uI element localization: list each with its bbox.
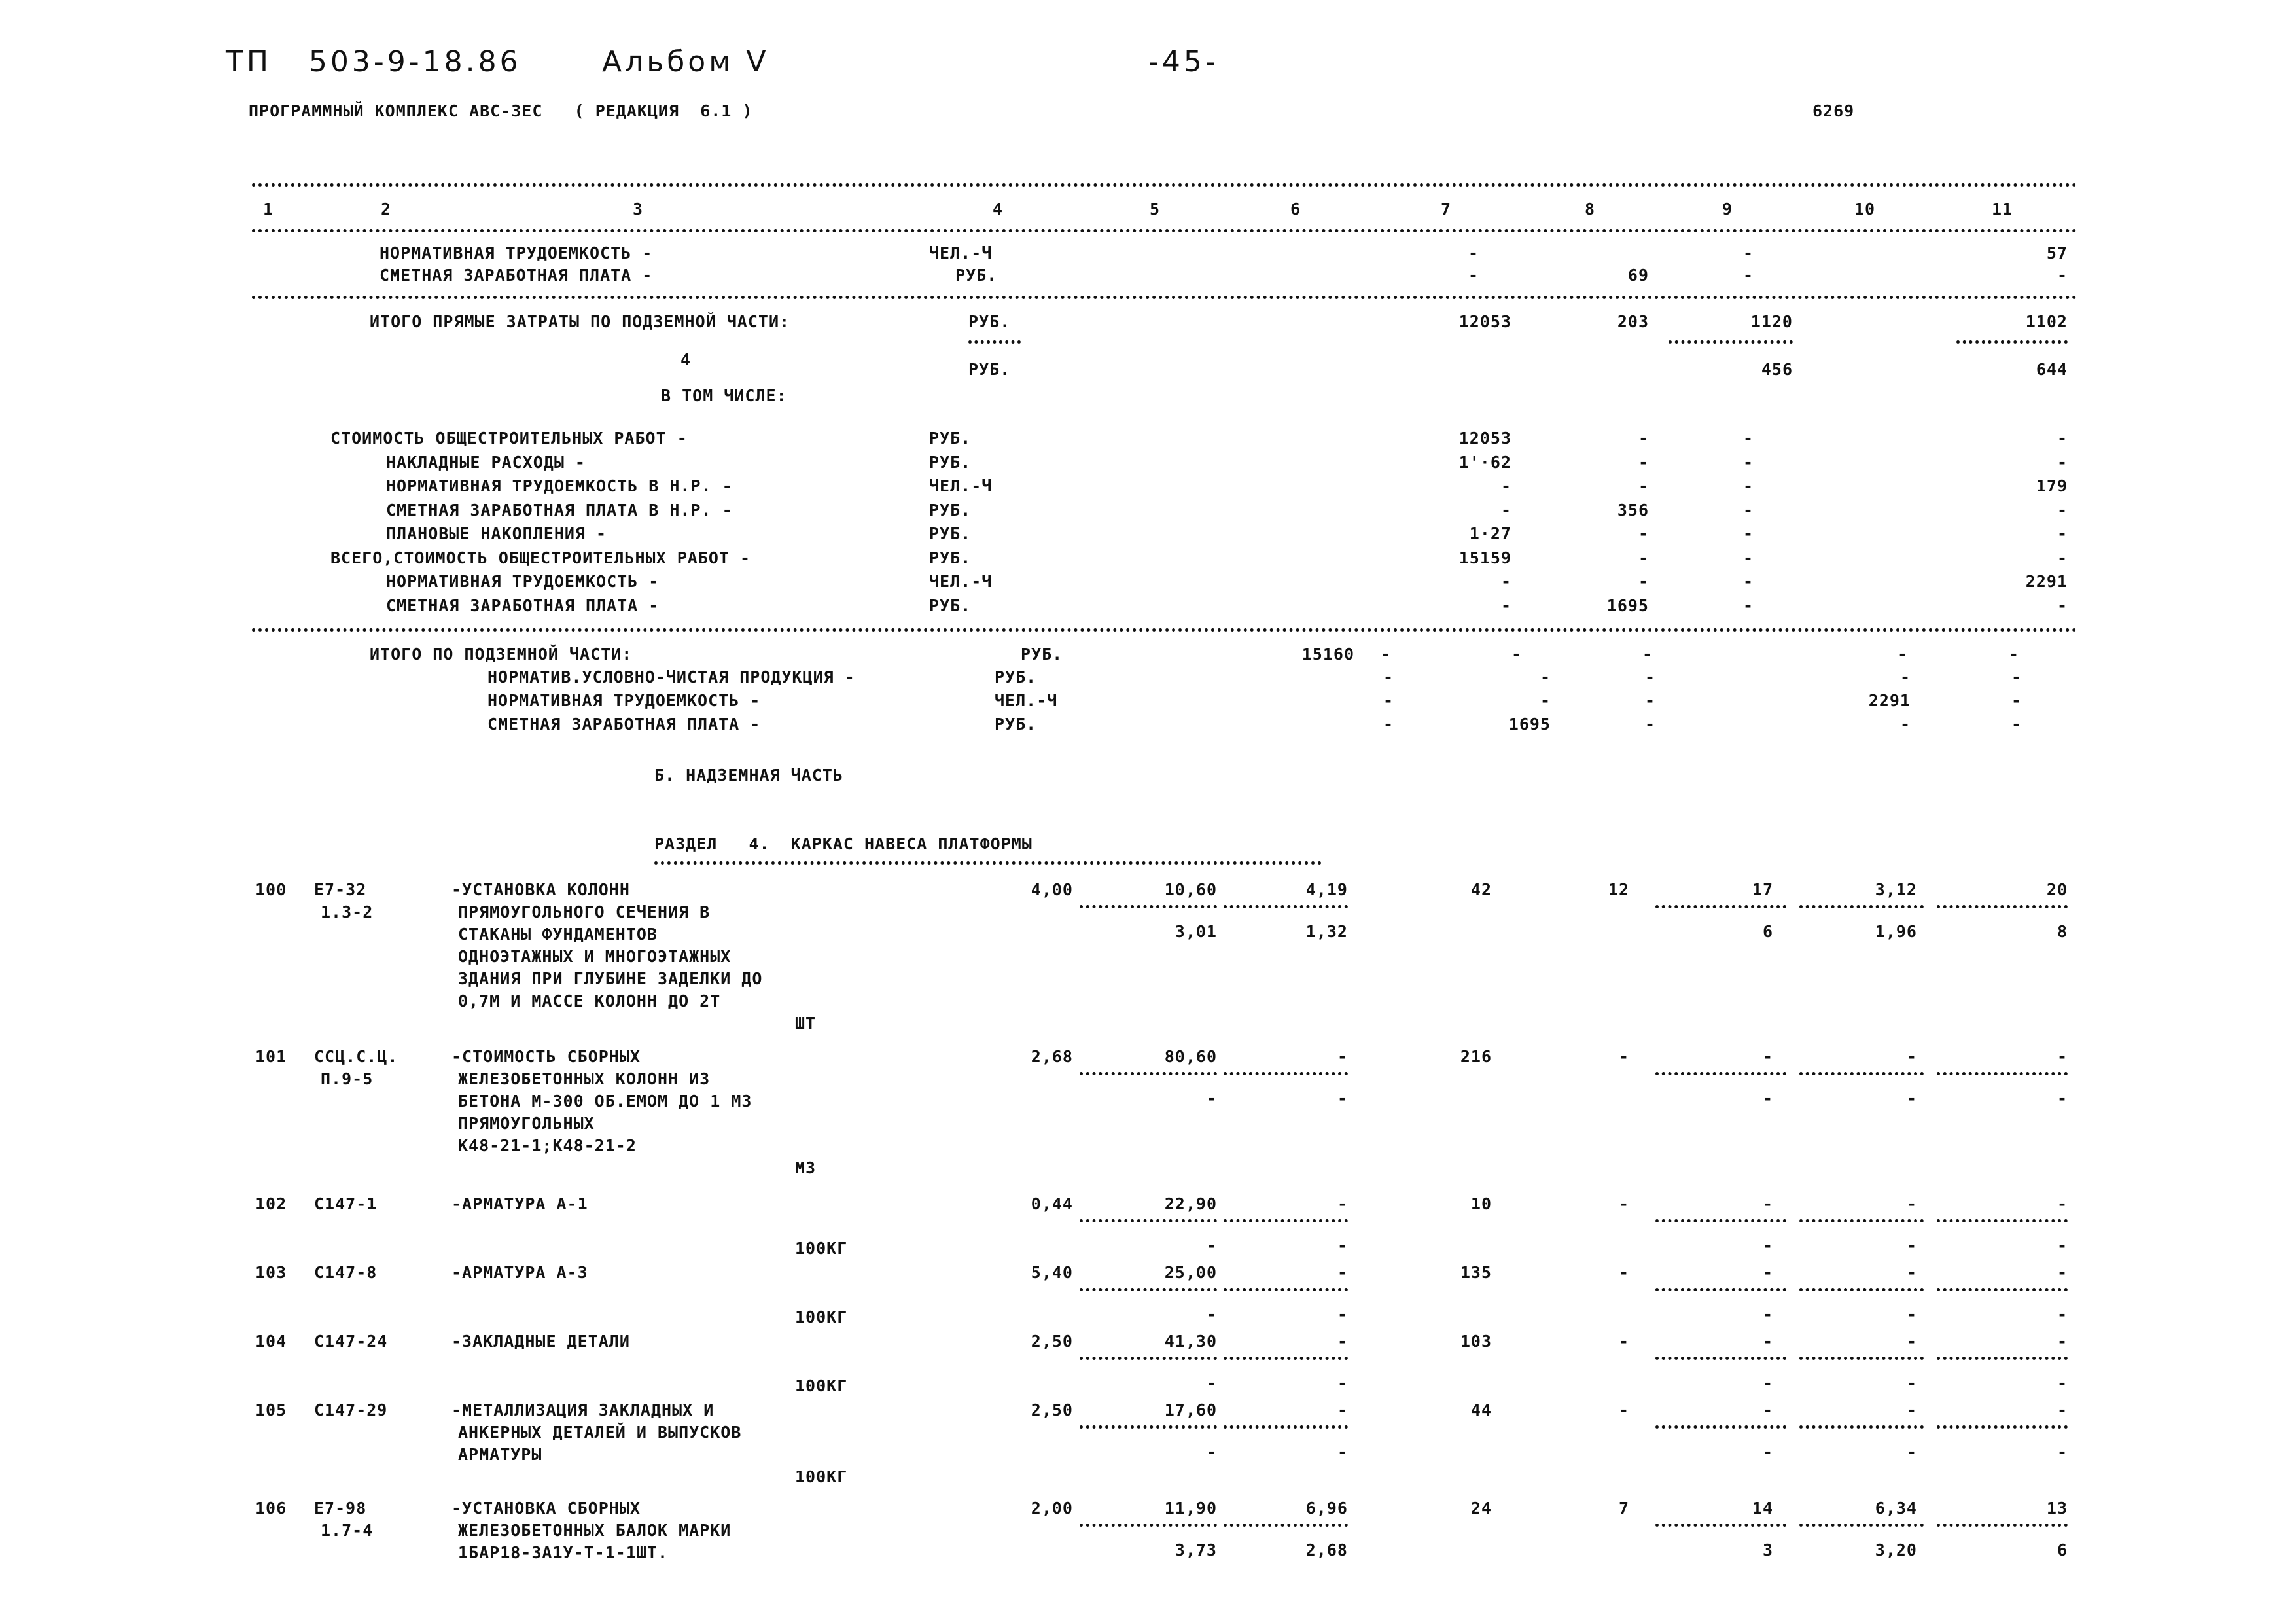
row-unit: РУБ. xyxy=(929,500,972,520)
cell-col10-second: - xyxy=(1906,1236,1917,1255)
cell-col10: - xyxy=(1906,1263,1917,1282)
item-number: 102 xyxy=(255,1194,287,1213)
dash-rule xyxy=(1956,340,2068,344)
cell-col9: - xyxy=(1742,524,1754,543)
cell-c: - xyxy=(1644,715,1655,734)
cell-col11: - xyxy=(2057,1194,2068,1213)
cell-qty: 2,00 xyxy=(1031,1499,1073,1518)
cell-col10: 3,12 xyxy=(1875,880,1917,899)
dash-rule xyxy=(1224,1357,1348,1360)
cell-col5: 11,90 xyxy=(1164,1499,1217,1518)
cell-col7: 1·27 xyxy=(1469,524,1511,543)
cell-dash: - xyxy=(2009,645,2020,664)
cell-col7: 1'·62 xyxy=(1458,452,1511,472)
cell-col6: - xyxy=(1337,1047,1348,1066)
row-label: СТОИМОСТЬ ОБЩЕСТРОИТЕЛЬНЫХ РАБОТ - xyxy=(330,429,688,448)
cell-col6: - xyxy=(1337,1332,1348,1351)
column-header: 1 xyxy=(262,200,274,219)
item-description-line: К48-21-1;К48-21-2 xyxy=(458,1136,637,1155)
row-unit: РУБ. xyxy=(968,360,1011,379)
cell-col6-second: - xyxy=(1337,1374,1348,1393)
cell-col9-second: - xyxy=(1762,1089,1773,1108)
cell-col11: - xyxy=(2057,1263,2068,1282)
row-unit: РУБ. xyxy=(968,312,1011,331)
dash-rule xyxy=(1799,1357,1924,1360)
cell-col10: 6,34 xyxy=(1875,1499,1917,1518)
item-description-line: ЖЕЛЕЗОБЕТОННЫХ БАЛОК МАРКИ xyxy=(458,1521,732,1540)
cell-col11: 57 xyxy=(2046,243,2068,262)
item-code: Е7-32 xyxy=(314,880,367,899)
cell-e: - xyxy=(2011,691,2022,710)
cell-col9: 456 xyxy=(1761,360,1793,379)
cell-col5: 22,90 xyxy=(1164,1194,1217,1213)
item-code-secondary: П.9-5 xyxy=(321,1069,374,1088)
cell-col8: - xyxy=(1618,1194,1629,1213)
item-description-line: -УСТАНОВКА СБОРНЫХ xyxy=(451,1499,641,1518)
item-number: 100 xyxy=(255,880,287,899)
column-header: 6 xyxy=(1290,200,1301,219)
row-label: СМЕТНАЯ ЗАРАБОТНАЯ ПЛАТА - xyxy=(380,266,653,285)
cell-col7: - xyxy=(1500,596,1511,615)
item-description-line: ЖЕЛЕЗОБЕТОННЫХ КОЛОНН ИЗ xyxy=(458,1069,711,1088)
cell-col11: - xyxy=(2057,1047,2068,1066)
dash-rule xyxy=(1655,1425,1786,1429)
item-description-line: 0,7М И МАССЕ КОЛОНН ДО 2Т xyxy=(458,991,721,1010)
cell-col11: - xyxy=(2057,500,2068,520)
row-label: НОРМАТИВНАЯ ТРУДОЕМКОСТЬ - xyxy=(487,691,761,710)
cell-col9: - xyxy=(1742,500,1754,520)
cell-col11: - xyxy=(2057,429,2068,448)
cell-col7: - xyxy=(1500,476,1511,495)
cell-col10: - xyxy=(1906,1332,1917,1351)
cell-col9-second: - xyxy=(1762,1236,1773,1255)
item-description-line: БЕТОНА М-300 ОБ.ЕМОМ ДО 1 М3 xyxy=(458,1092,752,1111)
item-unit: 100КГ xyxy=(795,1308,848,1327)
cell-col7: 24 xyxy=(1470,1499,1492,1518)
section-title: Б. НАДЗЕМНАЯ ЧАСТЬ xyxy=(654,766,843,785)
cell-col11: 13 xyxy=(2046,1499,2068,1518)
dash-rule xyxy=(1799,1425,1924,1429)
cell-col8: - xyxy=(1618,1263,1629,1282)
cell-col11-second: 8 xyxy=(2057,922,2068,941)
cell-col8: 203 xyxy=(1617,312,1649,331)
cell-col10: - xyxy=(1906,1194,1917,1213)
separator-line xyxy=(654,861,1322,865)
subsection-title: РАЗДЕЛ 4. КАРКАС НАВЕСА ПЛАТФОРМЫ xyxy=(654,834,1033,853)
cell-col7: - xyxy=(1500,572,1511,591)
cell-col8: - xyxy=(1638,572,1649,591)
item-code: С147-29 xyxy=(314,1400,388,1419)
row-unit: ЧЕЛ.-Ч xyxy=(929,243,993,262)
row-label: СМЕТНАЯ ЗАРАБОТНАЯ ПЛАТА В Н.Р. - xyxy=(386,500,733,520)
dash-rule xyxy=(1080,1524,1217,1527)
row-label: ИТОГО ПО ПОДЗЕМНОЙ ЧАСТИ: xyxy=(370,645,633,664)
dash-rule xyxy=(1080,1219,1217,1222)
cell-col5: 41,30 xyxy=(1164,1332,1217,1351)
cell-col5: 25,00 xyxy=(1164,1263,1217,1282)
item-description-line: СТАКАНЫ ФУНДАМЕНТОВ xyxy=(458,925,658,944)
dash-rule xyxy=(1080,1288,1217,1291)
cell-col9: - xyxy=(1742,596,1754,615)
cell-col6-second: - xyxy=(1337,1089,1348,1108)
cell-col9: 1120 xyxy=(1750,312,1793,331)
item-description-line: -АРМАТУРА А-1 xyxy=(451,1194,588,1213)
cell-b: - xyxy=(1540,691,1551,710)
cell-col8: - xyxy=(1618,1400,1629,1419)
cell-col5-second: - xyxy=(1206,1236,1217,1255)
separator-line xyxy=(252,296,2077,299)
row-unit: РУБ. xyxy=(929,429,972,448)
cell-col10-second: 3,20 xyxy=(1875,1541,1917,1560)
row-label: НОРМАТИВ.УСЛОВНО-ЧИСТАЯ ПРОДУКЦИЯ - xyxy=(487,668,855,687)
cell-a: - xyxy=(1383,668,1394,687)
cell-col11: 20 xyxy=(2046,880,2068,899)
cell-col11: - xyxy=(2057,1400,2068,1419)
cell-col7: 12053 xyxy=(1458,312,1511,331)
item-description-line: ПРЯМОУГОЛЬНЫХ xyxy=(458,1114,595,1133)
cell-col10-second: - xyxy=(1906,1442,1917,1461)
cell-col6-second: 2,68 xyxy=(1305,1541,1348,1560)
cell-col6-second: - xyxy=(1337,1442,1348,1461)
cell-col11-second: - xyxy=(2057,1442,2068,1461)
cell-col7: - xyxy=(1468,243,1479,262)
cell-dash: - xyxy=(1511,645,1523,664)
cell-col8: 7 xyxy=(1618,1499,1629,1518)
cell-col6: - xyxy=(1337,1263,1348,1282)
cell-col9: - xyxy=(1762,1194,1773,1213)
cell-col7: 216 xyxy=(1460,1047,1492,1066)
cell-col8: - xyxy=(1638,429,1649,448)
cell-dash: - xyxy=(1642,645,1653,664)
cell-qty: 5,40 xyxy=(1031,1263,1073,1282)
dash-rule xyxy=(1224,1072,1348,1075)
row-unit: РУБ. xyxy=(995,715,1037,734)
row-label: СМЕТНАЯ ЗАРАБОТНАЯ ПЛАТА - xyxy=(386,596,660,615)
cell-a: - xyxy=(1383,715,1394,734)
cell-col9: - xyxy=(1762,1332,1773,1351)
dash-rule xyxy=(1080,1357,1217,1360)
program-line: ПРОГРАММНЫЙ КОМПЛЕКС АВС-3ЕС ( РЕДАКЦИЯ 6.1 ) xyxy=(249,101,753,120)
cell-col9-second: - xyxy=(1762,1442,1773,1461)
column-header: 5 xyxy=(1149,200,1161,219)
cell-qty: 0,44 xyxy=(1031,1194,1073,1213)
page-number: -45- xyxy=(1148,45,1219,79)
dash-rule xyxy=(1655,1219,1786,1222)
dash-rule xyxy=(1799,1219,1924,1222)
separator-line xyxy=(252,229,2077,232)
cell-col8: 69 xyxy=(1627,266,1649,285)
item-description-line: 1БАР18-3А1У-Т-1-1ШТ. xyxy=(458,1543,669,1562)
item-unit: 100КГ xyxy=(795,1239,848,1258)
dash-rule xyxy=(1655,1357,1786,1360)
item-code: ССЦ.С.Ц. xyxy=(314,1047,398,1066)
including-label: В ТОМ ЧИСЛЕ: xyxy=(661,386,787,405)
row-label: НОРМАТИВНАЯ ТРУДОЕМКОСТЬ - xyxy=(386,572,660,591)
cell-col11: 179 xyxy=(2036,476,2068,495)
item-code: С147-8 xyxy=(314,1263,378,1282)
dash-rule xyxy=(968,340,1021,344)
cell-col8: - xyxy=(1638,524,1649,543)
dash-rule xyxy=(1080,1072,1217,1075)
cell-qty: 2,68 xyxy=(1031,1047,1073,1066)
cell-col5-second: - xyxy=(1206,1374,1217,1393)
dash-rule xyxy=(1799,905,1924,908)
column-header: 7 xyxy=(1440,200,1452,219)
cell-col9: 14 xyxy=(1752,1499,1773,1518)
cell-col7: - xyxy=(1468,266,1479,285)
cell-col6: 4,19 xyxy=(1305,880,1348,899)
cell-c: - xyxy=(1644,691,1655,710)
cell-col11: - xyxy=(2057,596,2068,615)
cell-col10-second: - xyxy=(1906,1089,1917,1108)
item-description-line: АРМАТУРЫ xyxy=(458,1445,542,1464)
cell-d: 2291 xyxy=(1868,691,1911,710)
cell-col11: - xyxy=(2057,548,2068,567)
cell-col9-second: - xyxy=(1762,1374,1773,1393)
dash-rule xyxy=(1224,905,1348,908)
dash-rule xyxy=(1937,1072,2068,1075)
cell-col8: - xyxy=(1638,476,1649,495)
row-unit: РУБ. xyxy=(929,452,972,472)
item-number: 106 xyxy=(255,1499,287,1518)
dash-rule xyxy=(1080,905,1217,908)
dash-rule xyxy=(1937,1288,2068,1291)
cell-col5: 17,60 xyxy=(1164,1400,1217,1419)
item-number: 104 xyxy=(255,1332,287,1351)
cell-col8: 1695 xyxy=(1606,596,1649,615)
cell-e: - xyxy=(2011,668,2022,687)
dash-rule xyxy=(1799,1072,1924,1075)
album-title: Альбом V xyxy=(602,45,769,79)
cell-col10-second: 1,96 xyxy=(1875,922,1917,941)
cell-col5-second: - xyxy=(1206,1305,1217,1324)
item-description-line: ПРЯМОУГОЛЬНОГО СЕЧЕНИЯ В xyxy=(458,902,711,921)
item-code-secondary: 1.7-4 xyxy=(321,1521,374,1540)
cell-col8: - xyxy=(1638,452,1649,472)
cell-col11: - xyxy=(2057,1332,2068,1351)
item-number: 105 xyxy=(255,1400,287,1419)
item-code-secondary: 1.3-2 xyxy=(321,902,374,921)
dash-rule xyxy=(1224,1219,1348,1222)
item-code: Е7-98 xyxy=(314,1499,367,1518)
cell-col7: - xyxy=(1500,500,1511,520)
dash-rule xyxy=(1224,1425,1348,1429)
row-unit: РУБ. xyxy=(929,548,972,567)
item-number: 103 xyxy=(255,1263,287,1282)
item-description-line: -УСТАНОВКА КОЛОНН xyxy=(451,880,630,899)
cell-qty: 2,50 xyxy=(1031,1332,1073,1351)
row-unit: РУБ. xyxy=(1021,645,1063,664)
item-unit: 100КГ xyxy=(795,1376,848,1395)
dash-rule xyxy=(1799,1524,1924,1527)
cell-col11-second: 6 xyxy=(2057,1541,2068,1560)
row-label: НОРМАТИВНАЯ ТРУДОЕМКОСТЬ В Н.Р. - xyxy=(386,476,733,495)
cell-col11: 2291 xyxy=(2025,572,2068,591)
cell-col6-second: 1,32 xyxy=(1305,922,1348,941)
document-number: 6269 xyxy=(1812,101,1855,120)
cell-e: - xyxy=(2011,715,2022,734)
album-code: ТП 503-9-18.86 xyxy=(226,45,521,79)
cell-col11: - xyxy=(2057,452,2068,472)
column-header: 4 xyxy=(992,200,1004,219)
cell-col5-second: 3,73 xyxy=(1174,1541,1217,1560)
dash-rule xyxy=(1655,905,1786,908)
cell-col9: - xyxy=(1742,548,1754,567)
row-label: СМЕТНАЯ ЗАРАБОТНАЯ ПЛАТА - xyxy=(487,715,761,734)
cell-col9-second: 3 xyxy=(1762,1541,1773,1560)
cell-col5-second: - xyxy=(1206,1442,1217,1461)
cell-col11: - xyxy=(2057,524,2068,543)
cell-col9: - xyxy=(1742,476,1754,495)
dash-rule xyxy=(1937,1524,2068,1527)
cell-col7: 135 xyxy=(1460,1263,1492,1282)
dash-rule xyxy=(1224,1524,1348,1527)
cell-col11: 644 xyxy=(2036,360,2068,379)
cell-col6: 6,96 xyxy=(1305,1499,1348,1518)
row-unit: РУБ. xyxy=(929,524,972,543)
cell-col10: - xyxy=(1906,1400,1917,1419)
total-value: 15160 xyxy=(1301,645,1354,664)
cell-col8: - xyxy=(1618,1047,1629,1066)
cell-b: - xyxy=(1540,668,1551,687)
dash-rule xyxy=(1669,340,1793,344)
cell-col9: - xyxy=(1762,1400,1773,1419)
item-unit: 100КГ xyxy=(795,1467,848,1486)
cell-col8: - xyxy=(1638,548,1649,567)
cell-c: - xyxy=(1644,668,1655,687)
cell-col6-second: - xyxy=(1337,1236,1348,1255)
row-unit: ЧЕЛ.-Ч xyxy=(929,572,993,591)
cell-a: - xyxy=(1383,691,1394,710)
cell-col8: 12 xyxy=(1608,880,1629,899)
cell-col10: - xyxy=(1906,1047,1917,1066)
row-unit: ЧЕЛ.-Ч xyxy=(995,691,1058,710)
cell-col9: - xyxy=(1762,1047,1773,1066)
cell-col11: 1102 xyxy=(2025,312,2068,331)
cell-col5-second: 3,01 xyxy=(1174,922,1217,941)
separator-line xyxy=(252,628,2077,632)
cell-col6: - xyxy=(1337,1194,1348,1213)
cell-col9-second: - xyxy=(1762,1305,1773,1324)
cell-col8: 356 xyxy=(1617,500,1649,520)
item-description-line: АНКЕРНЫХ ДЕТАЛЕЙ И ВЫПУСКОВ xyxy=(458,1423,742,1442)
cell-col11: - xyxy=(2057,266,2068,285)
item-description-line: ЗДАНИЯ ПРИ ГЛУБИНЕ ЗАДЕЛКИ ДО xyxy=(458,969,763,988)
column-header: 10 xyxy=(1854,200,1876,219)
dash-rule xyxy=(1655,1524,1786,1527)
cell-col5: 80,60 xyxy=(1164,1047,1217,1066)
row-unit: РУБ. xyxy=(995,668,1037,687)
row-label: ИТОГО ПРЯМЫЕ ЗАТРАТЫ ПО ПОДЗЕМНОЙ ЧАСТИ: xyxy=(370,312,790,331)
dash-rule xyxy=(1224,1288,1348,1291)
cell-col7: 10 xyxy=(1470,1194,1492,1213)
cell-col7: 15159 xyxy=(1458,548,1511,567)
cell-col6: - xyxy=(1337,1400,1348,1419)
cell-col11-second: - xyxy=(2057,1374,2068,1393)
row-label: ПЛАНОВЫЕ НАКОПЛЕНИЯ - xyxy=(386,524,607,543)
cell-col10-second: - xyxy=(1906,1305,1917,1324)
dash-rule xyxy=(1937,905,2068,908)
dash-rule xyxy=(1080,1425,1217,1429)
cell-col9: - xyxy=(1742,452,1754,472)
column-header: 8 xyxy=(1584,200,1596,219)
item-code: С147-24 xyxy=(314,1332,388,1351)
cell-col7: 103 xyxy=(1460,1332,1492,1351)
cell-col11-second: - xyxy=(2057,1305,2068,1324)
cell-qty: 4,00 xyxy=(1031,880,1073,899)
cell-col9: - xyxy=(1742,572,1754,591)
cell-col9: - xyxy=(1762,1263,1773,1282)
column-header: 11 xyxy=(1991,200,2013,219)
cell-col9: 17 xyxy=(1752,880,1773,899)
column-header: 2 xyxy=(380,200,392,219)
item-description-line: -АРМАТУРА А-3 xyxy=(451,1263,588,1282)
dash-rule xyxy=(1937,1219,2068,1222)
cell-d: - xyxy=(1899,668,1911,687)
cell-col7: 44 xyxy=(1470,1400,1492,1419)
dash-rule xyxy=(1937,1357,2068,1360)
cell-col10-second: - xyxy=(1906,1374,1917,1393)
cell-b: 1695 xyxy=(1508,715,1551,734)
column-header: 9 xyxy=(1722,200,1733,219)
separator-line xyxy=(252,183,2077,187)
cell-col11-second: - xyxy=(2057,1236,2068,1255)
cell-d: - xyxy=(1899,715,1911,734)
cell-col7: 12053 xyxy=(1458,429,1511,448)
item-unit: ШТ xyxy=(795,1014,817,1033)
cell-col6-second: - xyxy=(1337,1305,1348,1324)
cell-dash: - xyxy=(1381,645,1392,664)
cell-col11-second: - xyxy=(2057,1089,2068,1108)
dash-rule xyxy=(1655,1288,1786,1291)
item-description-line: -СТОИМОСТЬ СБОРНЫХ xyxy=(451,1047,641,1066)
dash-rule xyxy=(1937,1425,2068,1429)
row-unit: РУБ. xyxy=(955,266,998,285)
item-code: С147-1 xyxy=(314,1194,378,1213)
dash-rule xyxy=(1799,1288,1924,1291)
item-description-line: ОДНОЭТАЖНЫХ И МНОГОЭТАЖНЫХ xyxy=(458,947,732,966)
cell-col9: - xyxy=(1742,429,1754,448)
cell-col9: - xyxy=(1742,266,1754,285)
item-description-line: -ЗАКЛАДНЫЕ ДЕТАЛИ xyxy=(451,1332,630,1351)
cell-qty: 2,50 xyxy=(1031,1400,1073,1419)
item-description-line: -МЕТАЛЛИЗАЦИЯ ЗАКЛАДНЫХ И xyxy=(451,1400,715,1419)
cell-col7: 42 xyxy=(1470,880,1492,899)
dash-rule xyxy=(1655,1072,1786,1075)
item-unit: М3 xyxy=(795,1158,817,1177)
row-label: 4 xyxy=(680,350,692,369)
row-unit: ЧЕЛ.-Ч xyxy=(929,476,993,495)
cell-col8: - xyxy=(1618,1332,1629,1351)
row-label: ВСЕГО,СТОИМОСТЬ ОБЩЕСТРОИТЕЛЬНЫХ РАБОТ - xyxy=(330,548,751,567)
cell-col5: 10,60 xyxy=(1164,880,1217,899)
row-label: НАКЛАДНЫЕ РАСХОДЫ - xyxy=(386,452,586,472)
cell-dash: - xyxy=(1898,645,1909,664)
row-label: НОРМАТИВНАЯ ТРУДОЕМКОСТЬ - xyxy=(380,243,653,262)
column-header: 3 xyxy=(632,200,644,219)
cell-col9-second: 6 xyxy=(1762,922,1773,941)
row-unit: РУБ. xyxy=(929,596,972,615)
cell-col9: - xyxy=(1742,243,1754,262)
item-number: 101 xyxy=(255,1047,287,1066)
cell-col5-second: - xyxy=(1206,1089,1217,1108)
